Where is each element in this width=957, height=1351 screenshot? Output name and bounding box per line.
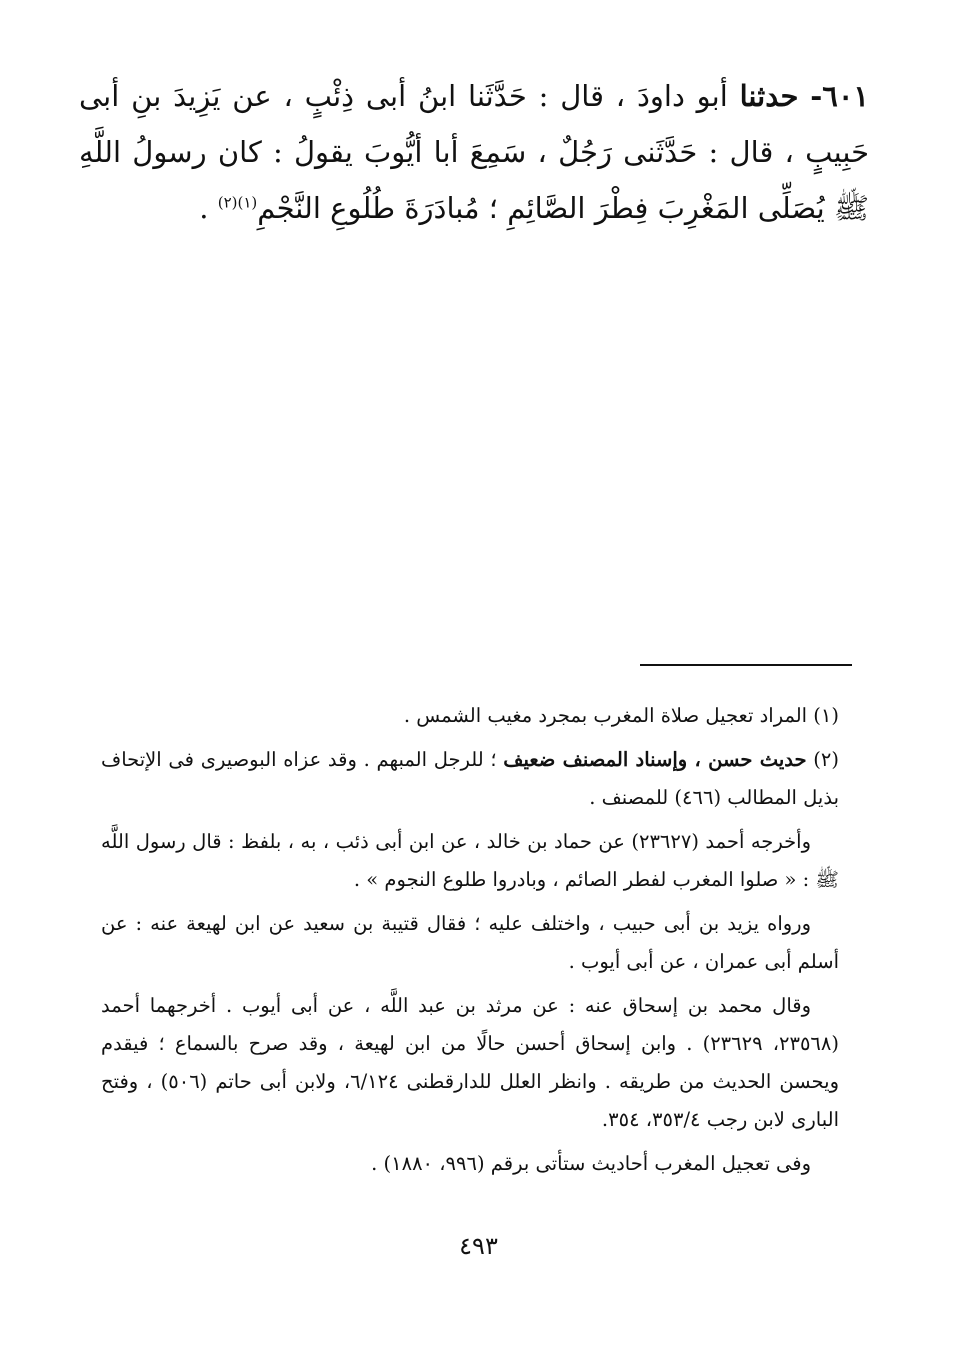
footnote-paragraph: وأخرجه أحمد (٢٣٦٢٧) عن حماد بن خالد ، عن ابن أبى ذئب ، به ، بلفظ : قال رسول اللَّه ﷺ : « صلوا المغرب لفطر الصائم ، وبادروا طلوع النجوم » . [101,830,839,891]
hadith-lead: حدثنا [739,79,799,113]
page-number: ٤٩٣ [459,1232,498,1260]
footnote-2 [101,741,839,817]
hadith-end: . [199,191,218,225]
hadith-number: ٦٠١- [810,79,869,113]
footnote-2-text: ؛ للرجل المبهم . وقد عزاه البوصيرى فى الإتحاف بذيل المطالب (٤٦٦) للمصنف . [101,748,839,809]
footnote-2-number: (٢) [806,748,839,771]
footnotes [101,697,839,1189]
hadith-text [79,68,869,236]
footnote-refs: (١)(٢) [217,193,258,212]
footnote-1: (١) المراد تعجيل صلاة المغرب بمجرد مغيب الشمس . [403,704,839,727]
footnote-paragraph: وفى تعجيل المغرب أحاديث ستأتى برقم (٩٩٦، ١٨٨٠) . [371,1152,811,1175]
hadith-body: أبو داودَ ، قال : حَدَّثَنا ابنُ أبى ذِئْبٍ ، عن يَزِيدَ بنِ أبى حَبِيبٍ ، قال : حَدَّثَنى رَجُلٌ ، سَمِعَ أبا أيُّوبَ يقولُ : كان رسولُ اللَّهِ ﷺ يُصَلِّى المَغْرِبَ فِطْرَ الصَّائِمِ ؛ مُبادَرَةَ طُلُوعِ النَّجْمِ [79,79,869,225]
footnote-paragraph: وقال محمد بن إسحاق عنه : عن مرثد بن عبد اللَّه ، عن أبى أيوب . أخرجهما أحمد (٢٣٥٦٨، ٢٣٦٢٩) . وابن إسحاق أحسن حالًا من ابن لهيعة ، وقد صرح بالسماع ؛ فيقدم ويحسن الحديث من طريقه . وانظر العلل للدارقطنى ٦/١٢٤، ولابن أبى حاتم (٥٠٦) ، وفتح البارى لابن رجب ٣٥٣/٤، ٣٥٤. [101,994,839,1131]
hadith-paragraph [79,68,869,236]
footnote-paragraph: ورواه يزيد بن أبى حبيب ، واختلف عليه ؛ فقال قتيبة بن سعيد عن ابن لهيعة عنه : عن أسلم أبى عمران ، عن أبى أيوب . [101,912,839,973]
footnote-divider [640,664,852,666]
footnote-2-grading: حديث حسن ، وإسناد المصنف ضعيف [503,748,807,771]
